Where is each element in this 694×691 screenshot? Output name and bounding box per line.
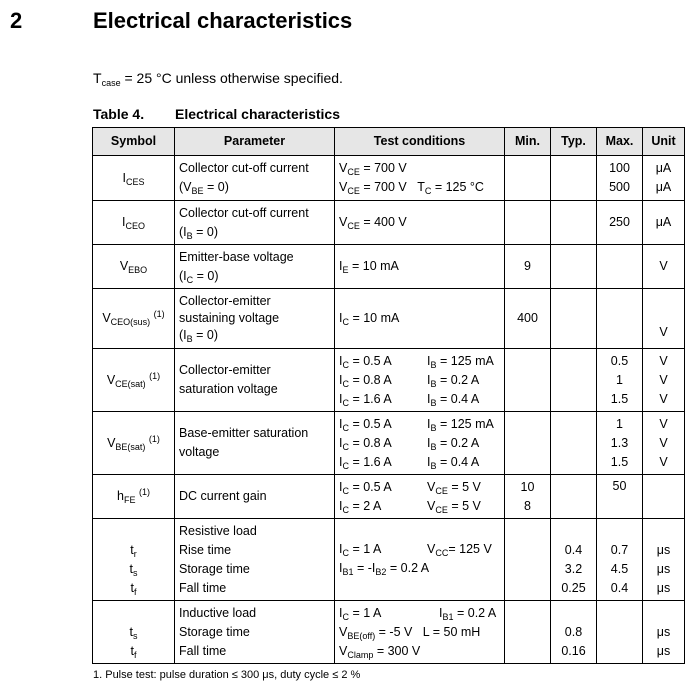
electrical-characteristics-table: [92, 127, 685, 664]
min-cell: [505, 601, 551, 664]
table-row: [93, 601, 685, 664]
conditions-cell: $V_{CE} = 400$ V: [335, 201, 505, 245]
conditions-cell: $I_C = 10$ mA: [335, 289, 505, 349]
typ-cell: [551, 201, 597, 245]
unit-cell: μA: [643, 201, 685, 245]
symbol-cell: $h_{FE}$ $^{(1)}$: [93, 475, 175, 519]
table-name: Electrical characteristics: [175, 106, 340, 122]
unit-cell: V: [643, 289, 685, 349]
symbol-cell: $V_{CEO(sus)}$ $^{(1)}$: [93, 289, 175, 349]
unit-cell: V: [643, 245, 685, 289]
symbol-cell: $V_{BE(sat)}$ $^{(1)}$: [93, 412, 175, 475]
min-cell: [505, 156, 551, 201]
conditions-cell: $V_{CE} = 700$ V $V_{CE} = 700$ V $T_C = 125$ °C: [335, 156, 505, 201]
header-unit: Unit: [643, 128, 685, 156]
min-cell: 9: [505, 245, 551, 289]
max-cell: 50: [597, 475, 643, 519]
temperature-condition: $T_{case} = 25$ °C unless otherwise specified.: [93, 70, 343, 88]
table-row: [93, 475, 685, 519]
typ-cell: [551, 412, 597, 475]
min-cell: 10 8: [505, 475, 551, 519]
typ-cell: [551, 475, 597, 519]
parameter-cell: Base-emitter saturation voltage: [175, 412, 335, 475]
table-row: [93, 156, 685, 201]
parameter-cell: DC current gain: [175, 475, 335, 519]
table-row: [93, 245, 685, 289]
table-row: [93, 289, 685, 349]
parameter-cell: Collector-emitter saturation voltage: [175, 349, 335, 412]
parameter-cell: Collector cut-off current $(I_B = 0)$: [175, 201, 335, 245]
max-cell: 1 1.3 1.5: [597, 412, 643, 475]
min-cell: 400: [505, 289, 551, 349]
max-cell: [597, 601, 643, 664]
max-cell: 0.7 4.5 0.4: [597, 519, 643, 601]
typ-cell: [551, 245, 597, 289]
unit-cell: V V V: [643, 412, 685, 475]
min-cell: [505, 519, 551, 601]
symbol-cell: $V_{EBO}$: [93, 245, 175, 289]
symbol-cell: $I_{CES}$: [93, 156, 175, 201]
table-caption: [93, 106, 340, 122]
parameter-cell: Resistive load Rise time Storage time Fall time: [175, 519, 335, 601]
table-header-row: [93, 128, 685, 156]
table-row: [93, 349, 685, 412]
max-cell: 100 500: [597, 156, 643, 201]
unit-cell: μs μs: [643, 601, 685, 664]
max-cell: [597, 289, 643, 349]
header-max: Max.: [597, 128, 643, 156]
unit-cell: V V V: [643, 349, 685, 412]
typ-cell: 0.8 0.16: [551, 601, 597, 664]
parameter-cell: Emitter-base voltage $(I_C = 0)$: [175, 245, 335, 289]
section-number: 2: [10, 8, 23, 33]
conditions-cell: $I_C = 0.5$ A $I_B = 125$ mA $I_C = 0.8$ A $I_B = 0.2$ A $I_C = 1.6$ A $I_B = 0.4$ A: [335, 412, 505, 475]
header-symbol: Symbol: [93, 128, 175, 156]
typ-cell: [551, 156, 597, 201]
symbol-cell: $t_s$ $t_f$: [93, 601, 175, 664]
symbol-cell: $V_{CE(sat)}$ $^{(1)}$: [93, 349, 175, 412]
table-row: [93, 412, 685, 475]
conditions-cell: $I_C = 1$ A $V_{CC}= 125$ V $I_{B1} = -I_{B2} = 0.2$ A: [335, 519, 505, 601]
min-cell: [505, 412, 551, 475]
max-cell: 250: [597, 201, 643, 245]
min-cell: [505, 349, 551, 412]
max-cell: 0.5 1 1.5: [597, 349, 643, 412]
conditions-cell: $I_C = 0.5$ A $V_{CE} = 5$ V $I_C = 2$ A $V_{CE} = 5$ V: [335, 475, 505, 519]
parameter-cell: Collector-emitter sustaining voltage $(I_B = 0)$: [175, 289, 335, 349]
typ-cell: 0.4 3.2 0.25: [551, 519, 597, 601]
header-parameter: Parameter: [175, 128, 335, 156]
section-title: Electrical characteristics: [93, 8, 353, 33]
conditions-cell: $I_C = 1$ A $I_{B1} = 0.2$ A $V_{BE(off)} = -5$ V L = 50 mH $V_{Clamp} = 300$ V: [335, 601, 505, 664]
footnote: 1. Pulse test: pulse duration ≤ 300 μs, duty cycle ≤ 2 %: [93, 669, 361, 681]
max-cell: [597, 245, 643, 289]
typ-cell: [551, 349, 597, 412]
conditions-cell: $I_C = 0.5$ A $I_B = 125$ mA $I_C = 0.8$ A $I_B = 0.2$ A $I_C = 1.6$ A $I_B = 0.4$ A: [335, 349, 505, 412]
parameter-cell: Collector cut-off current $(V_{BE} = 0)$: [175, 156, 335, 201]
symbol-cell: $t_r$ $t_s$ $t_f$: [93, 519, 175, 601]
table-label: Table 4.: [93, 106, 145, 122]
conditions-cell: $I_E = 10$ mA: [335, 245, 505, 289]
unit-cell: μA μA: [643, 156, 685, 201]
header-typ: Typ.: [551, 128, 597, 156]
header-min: Min.: [505, 128, 551, 156]
symbol-cell: $I_{CEO}$: [93, 201, 175, 245]
min-cell: [505, 201, 551, 245]
table-row: [93, 519, 685, 601]
unit-cell: μs μs μs: [643, 519, 685, 601]
table-row: [93, 201, 685, 245]
header-test-conditions: Test conditions: [335, 128, 505, 156]
typ-cell: [551, 289, 597, 349]
unit-cell: [643, 475, 685, 519]
parameter-cell: Inductive load Storage time Fall time: [175, 601, 335, 664]
